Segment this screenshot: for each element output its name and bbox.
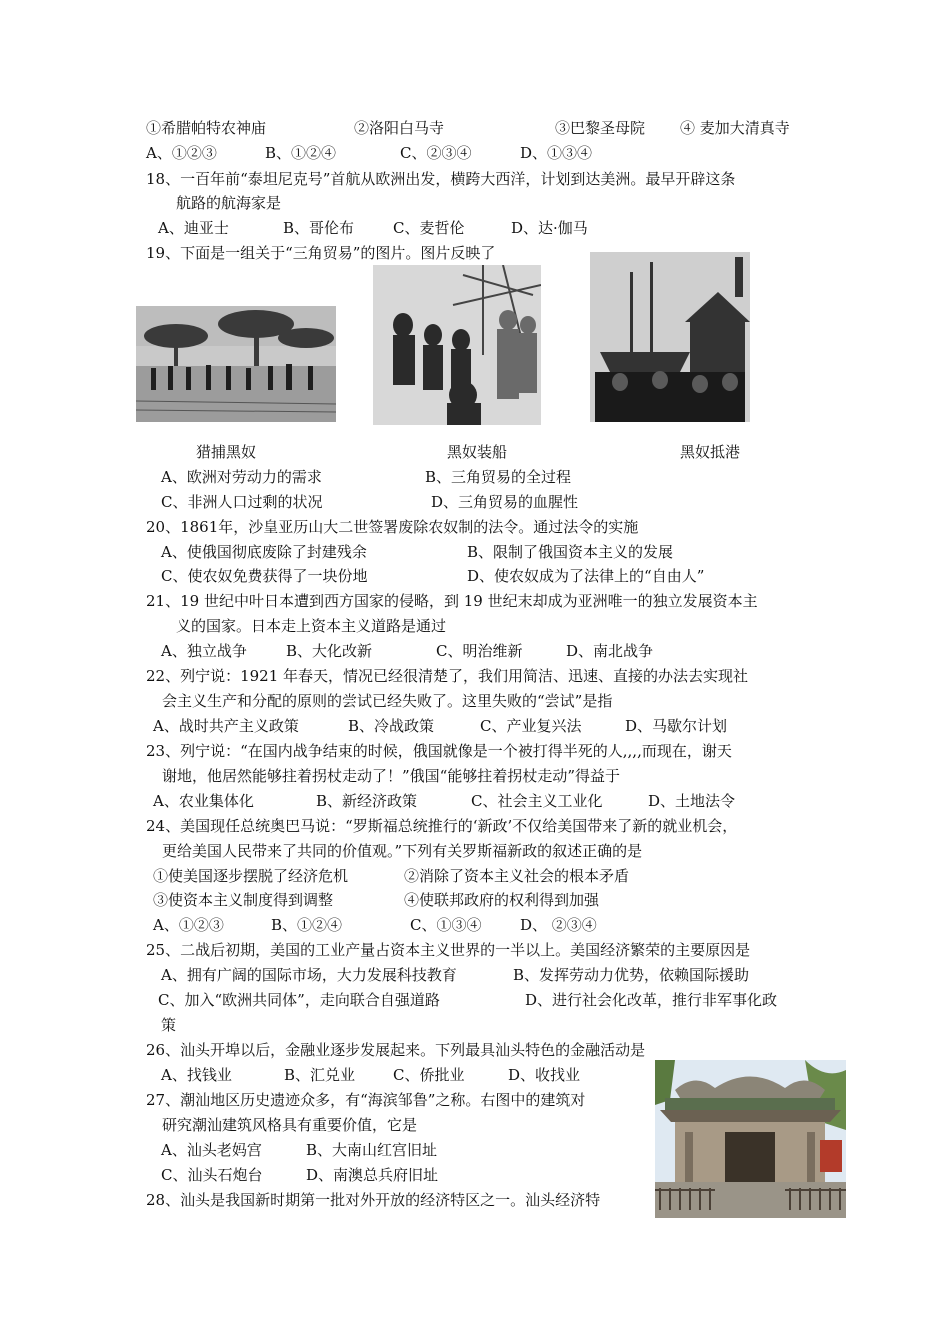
q17-item-1: ①希腊帕特农神庙: [146, 119, 267, 137]
q22-choice-c: C、产业复兴法: [480, 717, 582, 735]
q22-stem-line2: 会主义生产和分配的原则的尝试已经失败了。这里失败的“尝试”是指: [162, 692, 613, 710]
q24-stem-line2: 更给美国人民带来了共同的价值观。”下列有关罗斯福新政的叙述正确的是: [162, 842, 643, 860]
q18-choice-b: B、哥伦布: [283, 219, 355, 237]
slave-hunting-image: [136, 306, 336, 422]
q26-stem: 26、汕头开埠以后，金融业逐步发展起来。下列最具汕头特色的金融活动是: [146, 1041, 646, 1059]
q20-choice-c: C、使农奴免费获得了一块份地: [161, 567, 368, 585]
q27-stem-line1: 27、潮汕地区历史遗迹众多，有“海滨邹鲁”之称。右图中的建筑对: [146, 1091, 586, 1109]
q23-choice-a: A、农业集体化: [153, 792, 254, 810]
q25-choice-d-cont: 策: [161, 1016, 177, 1034]
slave-arrival-image: [590, 252, 750, 422]
q17-item-4: ④ 麦加大清真寺: [680, 119, 790, 137]
q26-choice-b: B、汇兑业: [284, 1066, 356, 1084]
q24-stem-line1: 24、美国现任总统奥巴马说：“罗斯福总统推行的‘新政’不仅给美国带来了新的就业机会，: [146, 817, 738, 835]
q23-choice-c: C、社会主义工业化: [471, 792, 603, 810]
q25-choice-c: C、加入“欧洲共同体”，走向联合自强道路: [158, 991, 440, 1009]
q21-stem-line1: 21、19 世纪中叶日本遭到西方国家的侵略，到 19 世纪末却成为亚洲唯一的独立发展资本主: [146, 592, 758, 610]
q20-stem: 20、1861年，沙皇亚历山大二世签署废除农奴制的法令。通过法令的实施: [146, 518, 639, 536]
q24-item-2: ②消除了资本主义社会的根本矛盾: [404, 867, 630, 885]
q17-choice-c: C、②③④: [400, 144, 472, 162]
q28-stem: 28、汕头是我国新时期第一批对外开放的经济特区之一。汕头经济特: [146, 1191, 601, 1209]
q17-item-3: ③巴黎圣母院: [555, 119, 646, 137]
q21-choice-a: A、独立战争: [161, 642, 247, 660]
q17-choice-d: D、①③④: [520, 144, 593, 162]
q17-choice-a: A、①②③: [146, 144, 217, 162]
q23-choice-b: B、新经济政策: [316, 792, 418, 810]
q21-choice-d: D、南北战争: [566, 642, 654, 660]
q24-item-3: ③使资本主义制度得到调整: [153, 891, 334, 909]
q21-choice-c: C、明治维新: [436, 642, 523, 660]
q18-choice-d: D、达·伽马: [511, 219, 588, 237]
q18-stem-line1: 18、一百年前“泰坦尼克号”首航从欧洲出发，横跨大西洋，计划到达美洲。最早开辟这条: [146, 170, 736, 188]
q21-stem-line2: 义的国家。日本走上资本主义道路是通过: [176, 617, 447, 635]
q27-choice-a: A、汕头老妈宫: [161, 1141, 262, 1159]
q17-item-2: ②洛阳白马寺: [354, 119, 445, 137]
q18-choice-a: A、迪亚士: [158, 219, 229, 237]
q18-choice-c: C、麦哲伦: [393, 219, 465, 237]
q27-choice-b: B、大南山红宫旧址: [306, 1141, 438, 1159]
q26-choice-d: D、收找业: [508, 1066, 581, 1084]
q27-stem-line2: 研究潮汕建筑风格具有重要价值，它是: [162, 1116, 418, 1134]
caption-slave-loading: 黑奴装船: [447, 443, 508, 461]
caption-slave-arrival: 黑奴抵港: [680, 443, 741, 461]
q25-choice-d: D、进行社会化改革，推行非军事化政: [525, 991, 778, 1009]
q19-choice-a: A、欧洲对劳动力的需求: [161, 468, 322, 486]
q24-item-1: ①使美国逐步摆脱了经济危机: [153, 867, 349, 885]
q27-choice-c: C、汕头石炮台: [161, 1166, 263, 1184]
q25-choice-a: A、拥有广阔的国际市场，大力发展科技教育: [161, 966, 457, 984]
q22-choice-a: A、战时共产主义政策: [153, 717, 299, 735]
q24-choice-c: C、①③④: [410, 916, 482, 934]
q19-choice-d: D、三角贸易的血腥性: [431, 493, 579, 511]
q19-choice-b: B、三角贸易的全过程: [425, 468, 572, 486]
q22-stem-line1: 22、列宁说：1921 年春天，情况已经很清楚了，我们用简洁、迅速、直接的办法去实现社: [146, 667, 749, 685]
q20-choice-a: A、使俄国彻底废除了封建残余: [161, 543, 367, 561]
q20-choice-d: D、使农奴成为了法律上的“自由人”: [467, 567, 705, 585]
q19-stem: 19、下面是一组关于“三角贸易”的图片。图片反映了: [146, 244, 496, 262]
q17-choice-b: B、①②④: [265, 144, 337, 162]
q24-choice-b: B、①②④: [271, 916, 343, 934]
q22-choice-d: D、马歇尔计划: [625, 717, 728, 735]
slave-loading-image: [373, 265, 541, 425]
q18-stem-line2: 航路的航海家是: [176, 194, 282, 212]
q25-stem: 25、二战后初期，美国的工业产量占资本主义世界的一半以上。美国经济繁荣的主要原因是: [146, 941, 751, 959]
q26-choice-a: A、找钱业: [161, 1066, 232, 1084]
q22-choice-b: B、冷战政策: [348, 717, 435, 735]
q27-choice-d: D、南澳总兵府旧址: [306, 1166, 439, 1184]
q21-choice-b: B、大化改新: [286, 642, 373, 660]
q17-items: [146, 118, 266, 138]
q24-item-4: ④使联邦政府的权利得到加强: [404, 891, 600, 909]
q19-choice-c: C、非洲人口过剩的状况: [161, 493, 323, 511]
q24-choice-d: D、 ②③④: [520, 916, 597, 934]
q25-choice-b: B、发挥劳动力优势，依赖国际援助: [513, 966, 750, 984]
q23-choice-d: D、土地法令: [648, 792, 736, 810]
q26-choice-c: C、侨批业: [393, 1066, 465, 1084]
caption-slave-hunting: 猎捕黑奴: [196, 443, 257, 461]
q23-stem-line2: 谢地，他居然能够拄着拐杖走动了！”俄国“能够拄着拐杖走动”得益于: [162, 767, 621, 785]
temple-photo: [655, 1060, 846, 1218]
q23-stem-line1: 23、列宁说：“在国内战争结束的时候，俄国就像是一个被打得半死的人,,,,而现在，谢天: [146, 742, 732, 760]
q20-choice-b: B、限制了俄国资本主义的发展: [467, 543, 674, 561]
q24-choice-a: A、①②③: [153, 916, 224, 934]
